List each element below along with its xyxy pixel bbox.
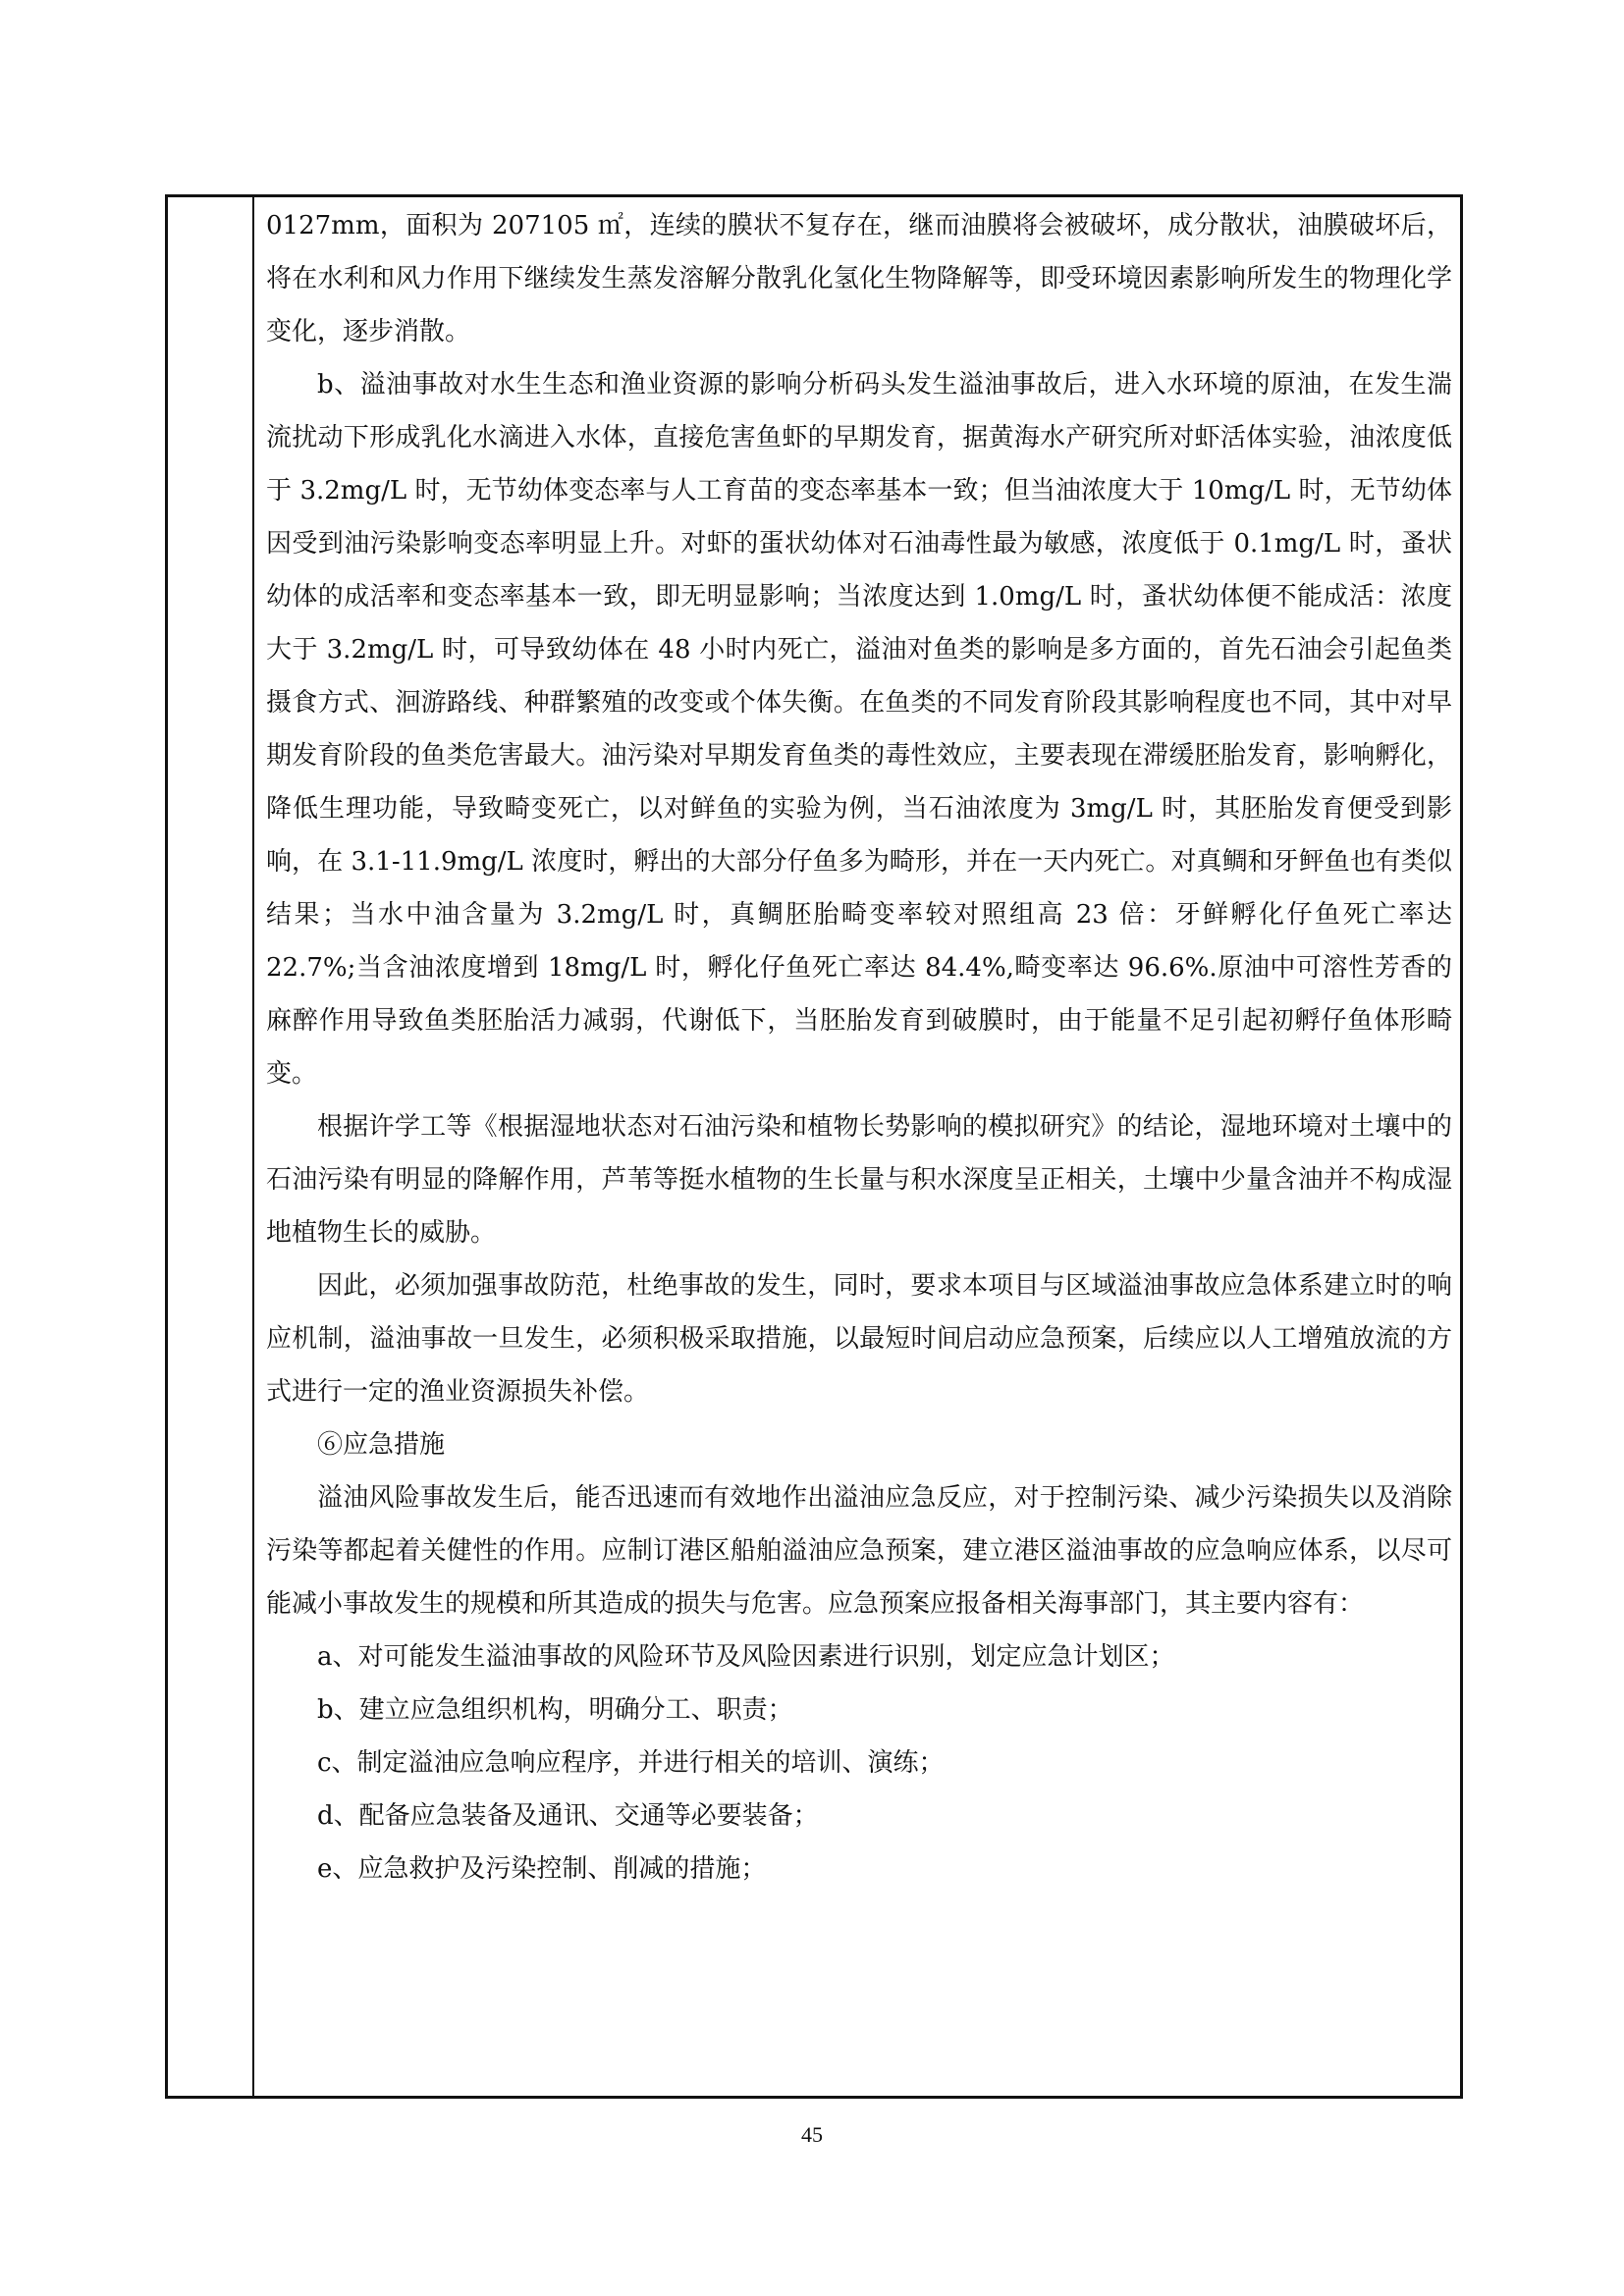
list-item-e: e、应急救护及污染控制、削减的措施； bbox=[317, 1854, 767, 1884]
list-item-b: b、建立应急组织机构，明确分工、职责； bbox=[317, 1695, 793, 1725]
page-number: 45 bbox=[801, 2122, 823, 2147]
list-item-a: a、对可能发生溢油事故的风险环节及风险因素进行识别，划定应急计划区； bbox=[317, 1642, 1175, 1672]
table-left-column bbox=[168, 197, 254, 2096]
table-frame bbox=[165, 194, 1463, 2099]
section-heading-emergency-measures: ⑥应急措施 bbox=[317, 1430, 446, 1460]
paragraph-oil-film-dispersal: 0127mm，面积为 207105 ㎡，连续的膜状不复存在，继而油膜将会被破坏，成分散状，油膜破坏后，将在水利和风力作用下继续发生蒸发溶解分散乳化氢化生物降解等，即受环境因素影响所发生的物理化学变化，逐步消散。 bbox=[266, 211, 1452, 347]
paragraph-emergency-response: 溢油风险事故发生后，能否迅速而有效地作出溢油应急反应，对于控制污染、减少污染损失以及消除污染等都起着关健性的作用。应制订港区船舶溢油应急预案，建立港区溢油事故的应急响应体系，以尽可能减小事故发生的规模和所其造成的损失与危害。应急预案应报备相关海事部门，其主要内容有： bbox=[266, 1483, 1452, 1619]
paragraph-wetland-research: 根据许学工等《根据湿地状态对石油污染和植物长势影响的模拟研究》的结论，湿地环境对土壤中的石油污染有明显的降解作用，芦苇等挺水植物的生长量与积水深度呈正相关，土壤中少量含油并不构成湿地植物生长的威胁。 bbox=[266, 1112, 1452, 1248]
table-content-cell bbox=[266, 199, 1461, 1896]
paragraph-prevention: 因此，必须加强事故防范，杜绝事故的发生，同时，要求本项目与区域溢油事故应急体系建立时的响应机制，溢油事故一旦发生，必须积极采取措施，以最短时间启动应急预案，后续应以人工增殖放流的方式进行一定的渔业资源损失补偿。 bbox=[266, 1271, 1452, 1407]
paragraph-aquatic-impact: b、溢油事故对水生生态和渔业资源的影响分析码头发生溢油事故后，进入水环境的原油，在发生湍流扰动下形成乳化水滴进入水体，直接危害鱼虾的早期发育，据黄海水产研究所对虾活体实验，油浓度低于 3.2mg/L 时，无节幼体变态率与人工育苗的变态率基本一致；但当油浓度大于 10mg/L 时，无节幼体因受到油污染影响变态率明显上升。对虾的蛋状幼体对石油毒性最为敏感，浓度低于 0.1mg/L 时，蚤状幼体的成活率和变态率基本一致，即无明显影响；当浓度达到 1.0mg/L 时，蚤状幼体便不能成活：浓度大于 3.2mg/L 时，可导致幼体在 48 小时内死亡，溢油对鱼类的影响是多方面的，首先石油会引起鱼类摄食方式、洄游路线、种群繁殖的改变或个体失衡。在鱼类的不同发育阶段其影响程度也不同，其中对早期发育阶段的鱼类危害最大。油污染对早期发育鱼类的毒性效应，主要表现在滞缓胚胎发育，影响孵化，降低生理功能，导致畸变死亡，以对鲜鱼的实验为例，当石油浓度为 3mg/L 时，其胚胎发育便受到影响，在 3.1-11.9mg/L 浓度时，孵出的大部分仔鱼多为畸形，并在一天内死亡。对真鲷和牙鲆鱼也有类似结果；当水中油含量为 3.2mg/L 时，真鲷胚胎畸变率较对照组高 23 倍：牙鲜孵化仔鱼死亡率达 22.7%;当含油浓度增到 18mg/L 时，孵化仔鱼死亡率达 84.4%,畸变率达 96.6%.原油中可溶性芳香的麻醉作用导致鱼类胚胎活力减弱，代谢低下，当胚胎发育到破膜时，由于能量不足引起初孵仔鱼体形畸变。 bbox=[266, 370, 1461, 1089]
list-item-c: c、制定溢油应急响应程序，并进行相关的培训、演练； bbox=[317, 1748, 945, 1778]
list-item-d: d、配备应急装备及通讯、交通等必要装备； bbox=[317, 1801, 819, 1831]
